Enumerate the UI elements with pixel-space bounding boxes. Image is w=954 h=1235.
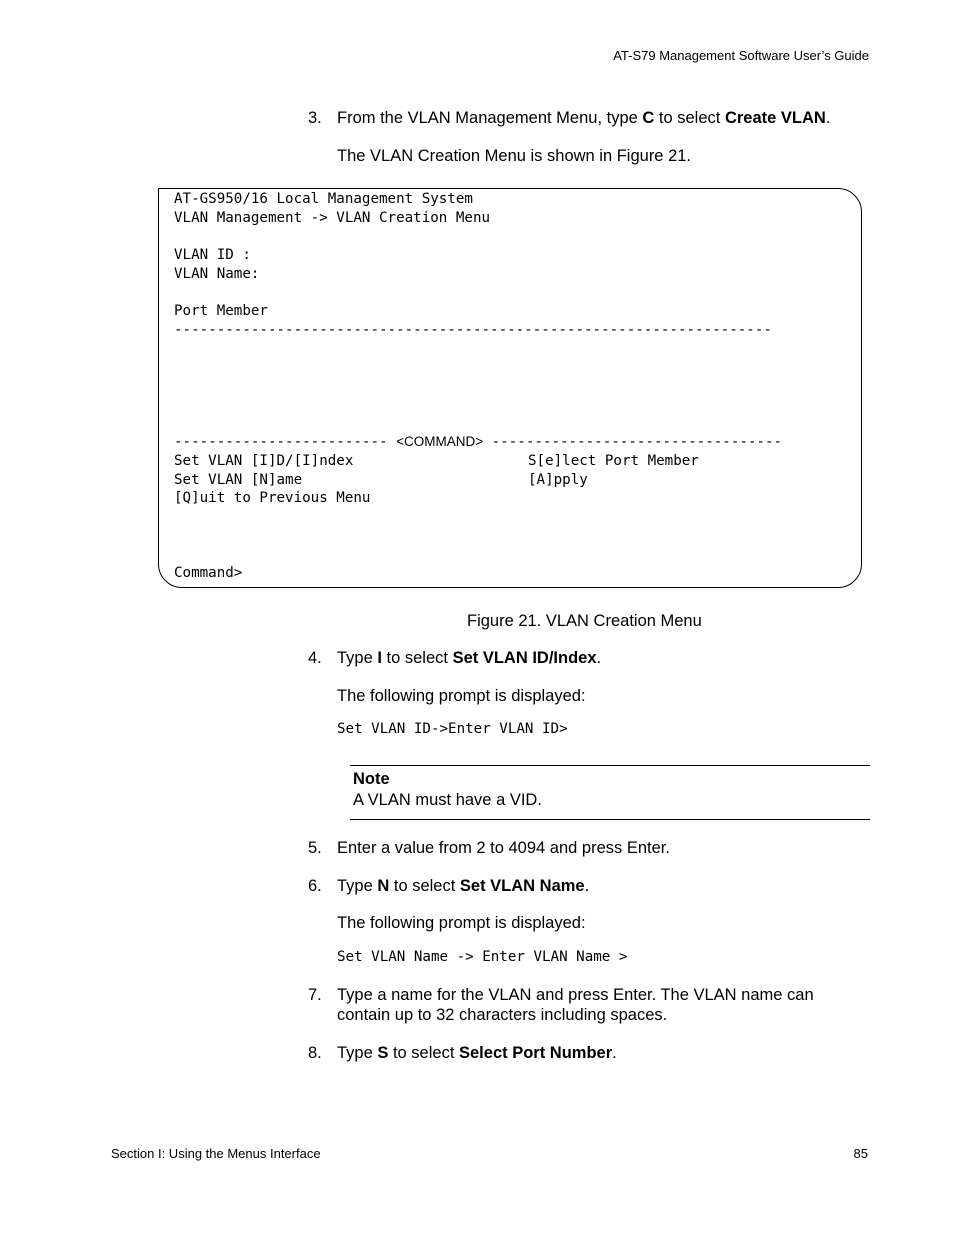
step-text-part: Type xyxy=(337,877,378,895)
step-text-part: . xyxy=(584,877,590,895)
page-number: 85 xyxy=(853,1146,868,1161)
terminal-screen-frame xyxy=(158,188,862,588)
step-number: 4. xyxy=(308,649,322,667)
menu-option-name: Set VLAN ID/Index xyxy=(452,649,597,667)
note-title: Note xyxy=(353,770,390,788)
terminal-title: AT-GS950/16 Local Management System xyxy=(174,191,473,207)
step-number: 6. xyxy=(308,877,322,895)
paragraph-prompt-displayed-2: The following prompt is displayed: xyxy=(337,914,586,932)
step-text-part: to select xyxy=(381,649,453,667)
terminal-option-set-id: Set VLAN [I]D/[I]ndex xyxy=(174,453,354,469)
step-text xyxy=(337,1043,617,1063)
step-text-line-2: contain up to 32 characters including spaces. xyxy=(337,1006,668,1024)
note-box xyxy=(350,765,870,820)
key-letter: I xyxy=(377,649,382,667)
step-number: 5. xyxy=(308,839,322,857)
terminal-menu-path: VLAN Management -> VLAN Creation Menu xyxy=(174,210,491,226)
key-letter: C xyxy=(642,109,655,127)
step-text-part: to select xyxy=(389,877,460,895)
step-text-part: . xyxy=(612,1044,617,1062)
key-letter: N xyxy=(377,877,390,895)
rule-right: ---------------------------------- xyxy=(483,434,783,450)
step-number: 3. xyxy=(308,109,322,127)
step-text xyxy=(337,648,601,668)
step-text-part: . xyxy=(596,649,602,667)
step-text-part: Type xyxy=(337,649,378,667)
step-text-part: to select xyxy=(654,109,725,127)
terminal-command-rule xyxy=(174,433,782,452)
terminal-port-member: Port Member xyxy=(174,303,268,319)
step-text-part: . xyxy=(825,109,831,127)
footer-section: Section I: Using the Menus Interface xyxy=(111,1146,321,1161)
note-body: A VLAN must have a VID. xyxy=(353,791,542,809)
step-number: 8. xyxy=(308,1044,322,1062)
terminal-option-quit: [Q]uit to Previous Menu xyxy=(174,490,371,506)
menu-option-name: Create VLAN xyxy=(724,109,826,127)
terminal-option-select-port: S[e]lect Port Member xyxy=(528,453,699,469)
paragraph-prompt-displayed: The following prompt is displayed: xyxy=(337,687,586,705)
step-text-part: Type xyxy=(337,1044,378,1062)
paragraph-shown-in: The VLAN Creation Menu is shown in Figure 21. xyxy=(337,147,692,165)
terminal-option-set-name: Set VLAN [N]ame xyxy=(174,472,303,488)
step-number: 7. xyxy=(308,986,322,1004)
step-text xyxy=(337,108,830,128)
terminal-vlan-name: VLAN Name: xyxy=(174,266,260,282)
figure-caption: Figure 21. VLAN Creation Menu xyxy=(467,612,702,630)
menu-option-name: Set VLAN Name xyxy=(459,877,585,895)
key-letter: S xyxy=(377,1044,389,1062)
code-set-vlan-id: Set VLAN ID->Enter VLAN ID> xyxy=(337,721,568,737)
terminal-rule: ---------------------------------------------------------------------- xyxy=(174,322,772,338)
code-set-vlan-name: Set VLAN Name -> Enter VLAN Name > xyxy=(337,949,628,965)
step-text-line-1: Type a name for the VLAN and press Enter. The VLAN name can xyxy=(337,986,814,1004)
command-label: <COMMAND> xyxy=(396,434,484,449)
running-header: AT-S79 Management Software User’s Guide xyxy=(613,48,869,63)
terminal-option-apply: [A]pply xyxy=(528,472,588,488)
rule-left: ------------------------- xyxy=(174,434,397,450)
menu-option-name: Select Port Number xyxy=(459,1044,613,1062)
step-text-part: From the VLAN Management Menu, type xyxy=(337,109,643,127)
terminal-vlan-id: VLAN ID : xyxy=(174,247,251,263)
step-text: Enter a value from 2 to 4094 and press Enter. xyxy=(337,839,670,857)
terminal-command-prompt: Command> xyxy=(174,565,243,581)
step-text-part: to select xyxy=(388,1044,459,1062)
step-text xyxy=(337,876,589,896)
